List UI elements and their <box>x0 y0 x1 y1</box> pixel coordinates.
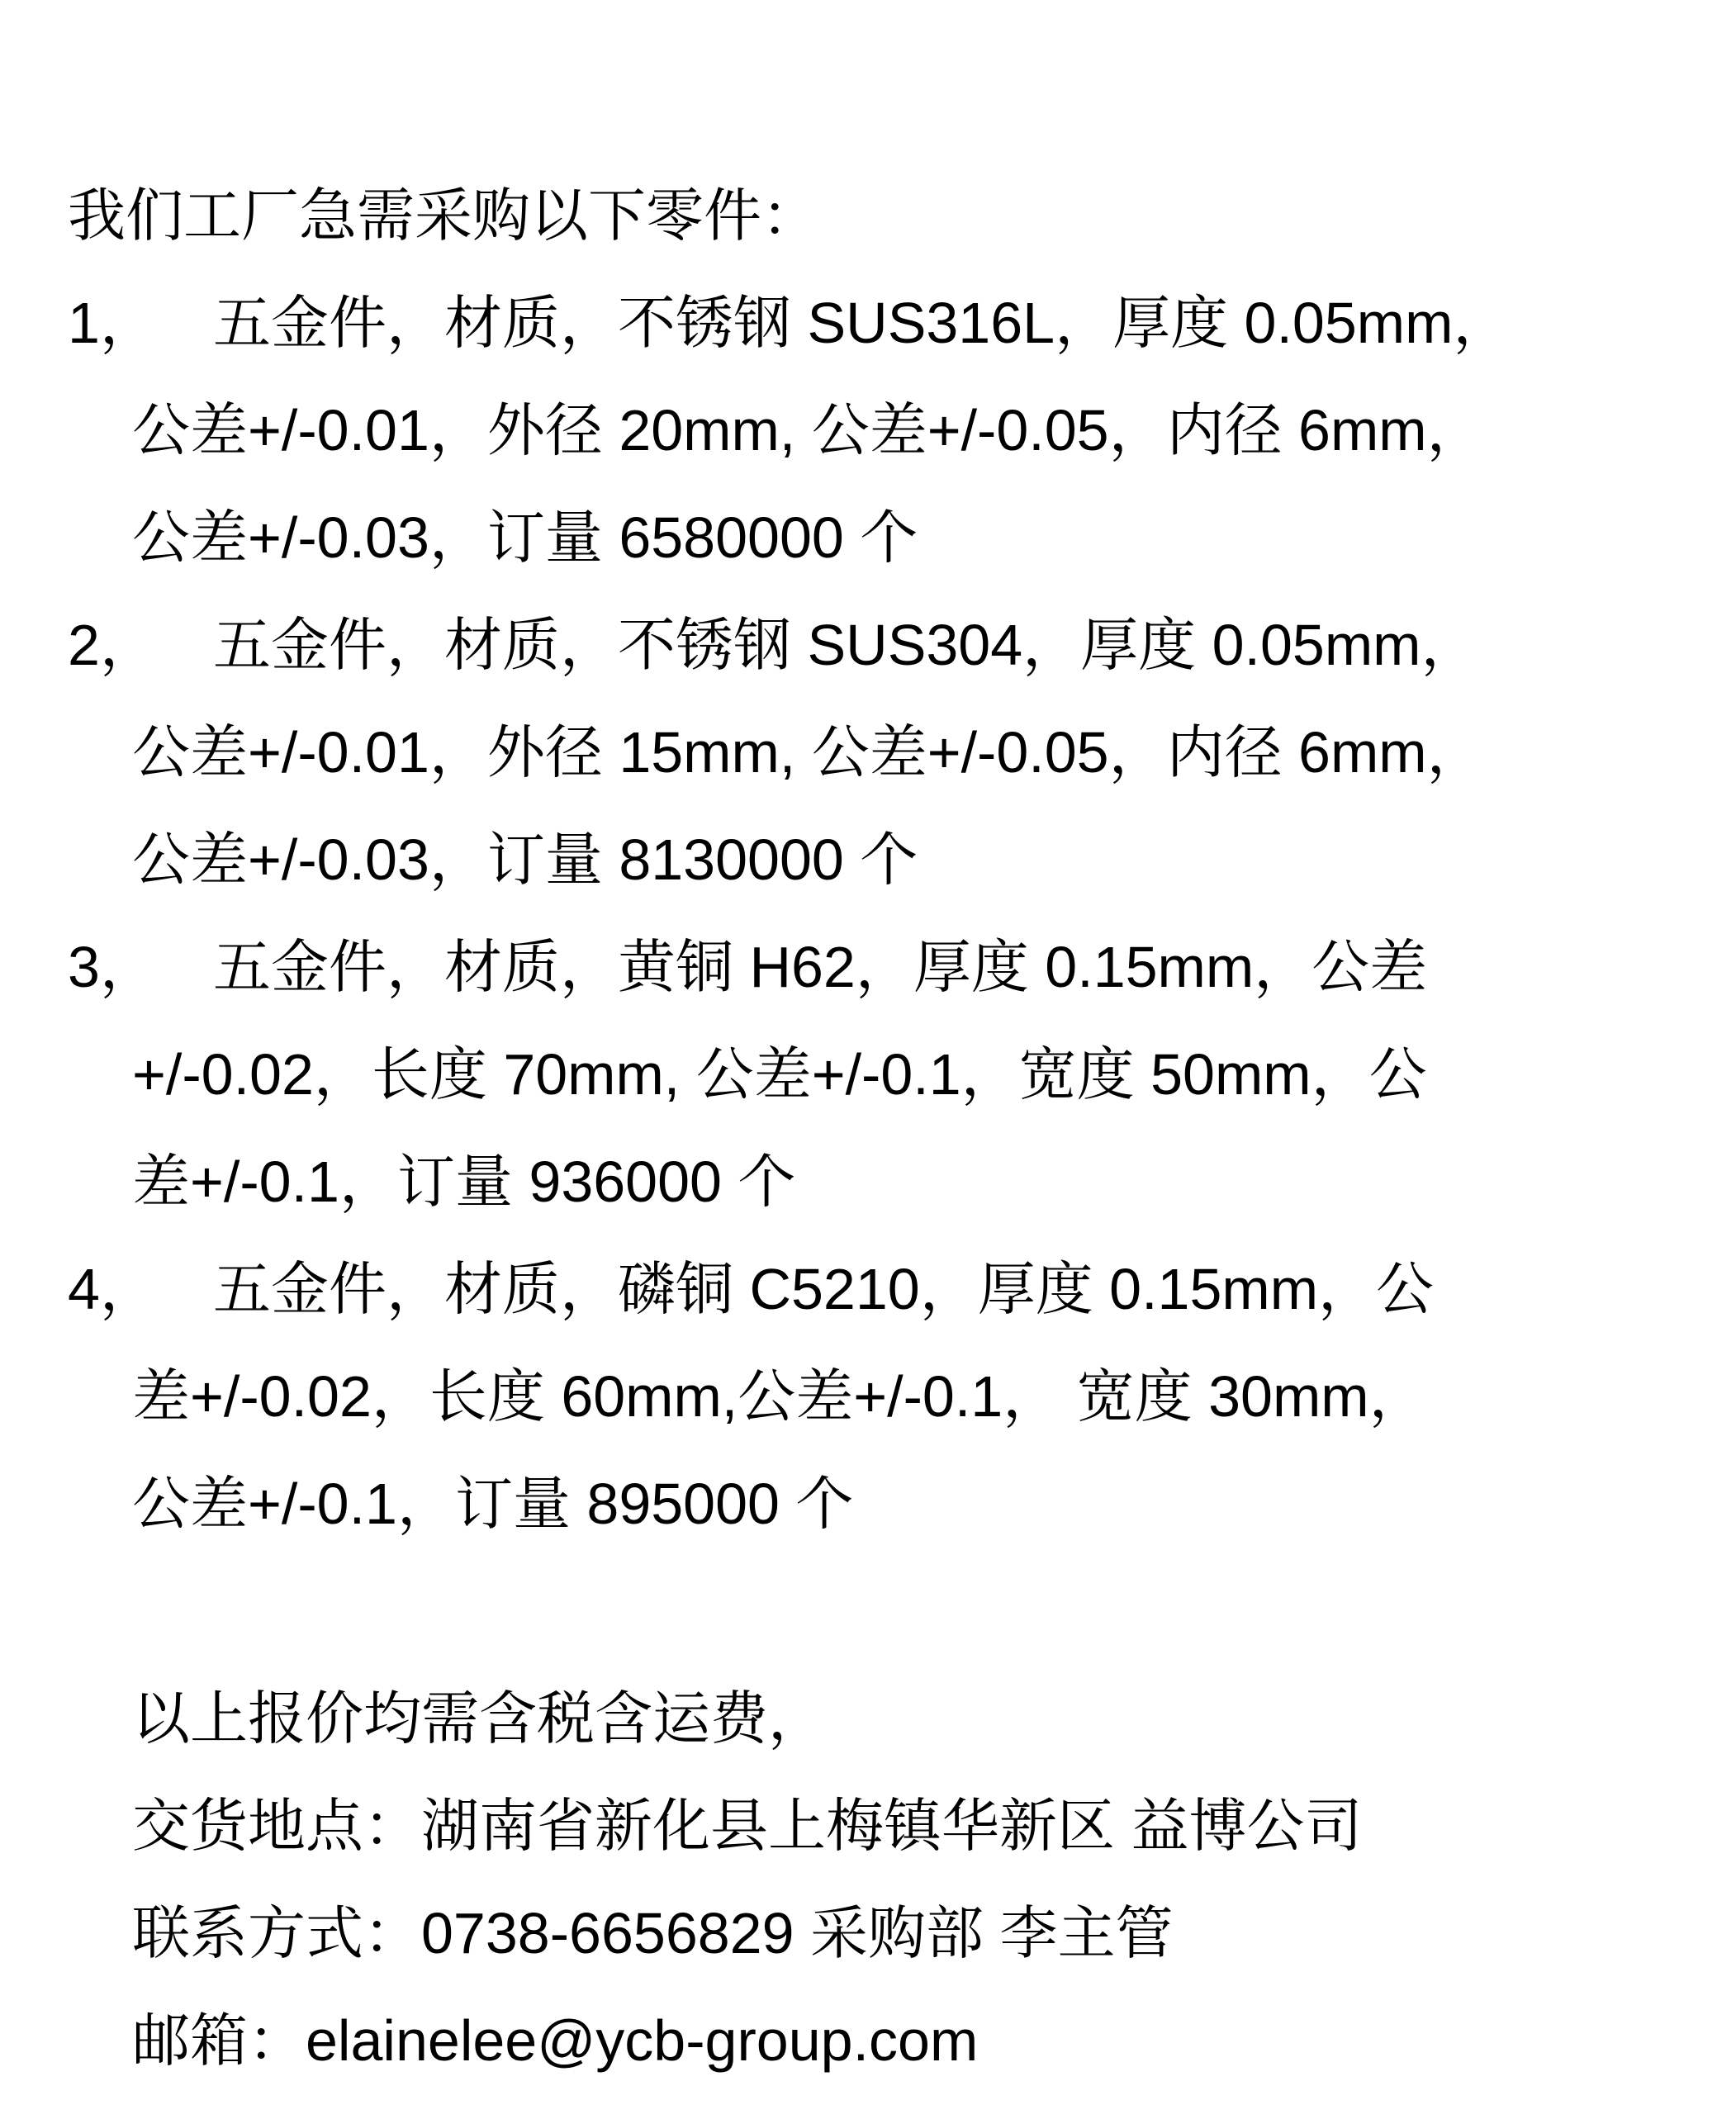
delivery-address: 交货地点：湖南省新化县上梅镇华新区 益博公司 <box>132 1794 1363 1858</box>
item-number: 3， <box>68 935 158 999</box>
intro-text: 我们工厂急需采购以下零件： <box>68 183 819 248</box>
item-line: 公差+/-0.1，订量 895000 个 <box>132 1472 854 1536</box>
item-line: 五金件，材质，磷铜 C5210，厚度 0.15mm，公 <box>213 1257 1435 1321</box>
item-number: 4， <box>68 1257 158 1321</box>
tax-note: 以上报价均需含税含运费， <box>132 1686 826 1751</box>
item-line: 五金件，材质，不锈钢 SUS316L，厚度 0.05mm， <box>213 291 1511 355</box>
item-line: 公差+/-0.03，订量 8130000 个 <box>132 827 918 892</box>
item-line: +/-0.02，长度 70mm, 公差+/-0.1，宽度 50mm，公 <box>132 1042 1427 1107</box>
item-line: 差+/-0.02，长度 60mm,公差+/-0.1， 宽度 30mm， <box>132 1364 1427 1429</box>
item-line: 公差+/-0.01，外径 20mm, 公差+/-0.05，内径 6mm， <box>132 398 1485 462</box>
item-line: 公差+/-0.03，订量 6580000 个 <box>132 505 918 570</box>
email-info: 邮箱：elainelee@ycb-group.com <box>132 2008 979 2073</box>
item-line: 五金件，材质，黄铜 H62，厚度 0.15mm，公差 <box>213 935 1428 999</box>
contact-info: 联系方式：0738-6656829 采购部 李主管 <box>132 1901 1174 1965</box>
item-number: 2， <box>68 613 158 677</box>
item-number: 1， <box>68 291 158 355</box>
item-line: 公差+/-0.01，外径 15mm, 公差+/-0.05，内径 6mm， <box>132 720 1485 785</box>
item-line: 五金件，材质，不锈钢 SUS304，厚度 0.05mm， <box>213 613 1479 677</box>
item-line: 差+/-0.1，订量 936000 个 <box>132 1150 796 1214</box>
